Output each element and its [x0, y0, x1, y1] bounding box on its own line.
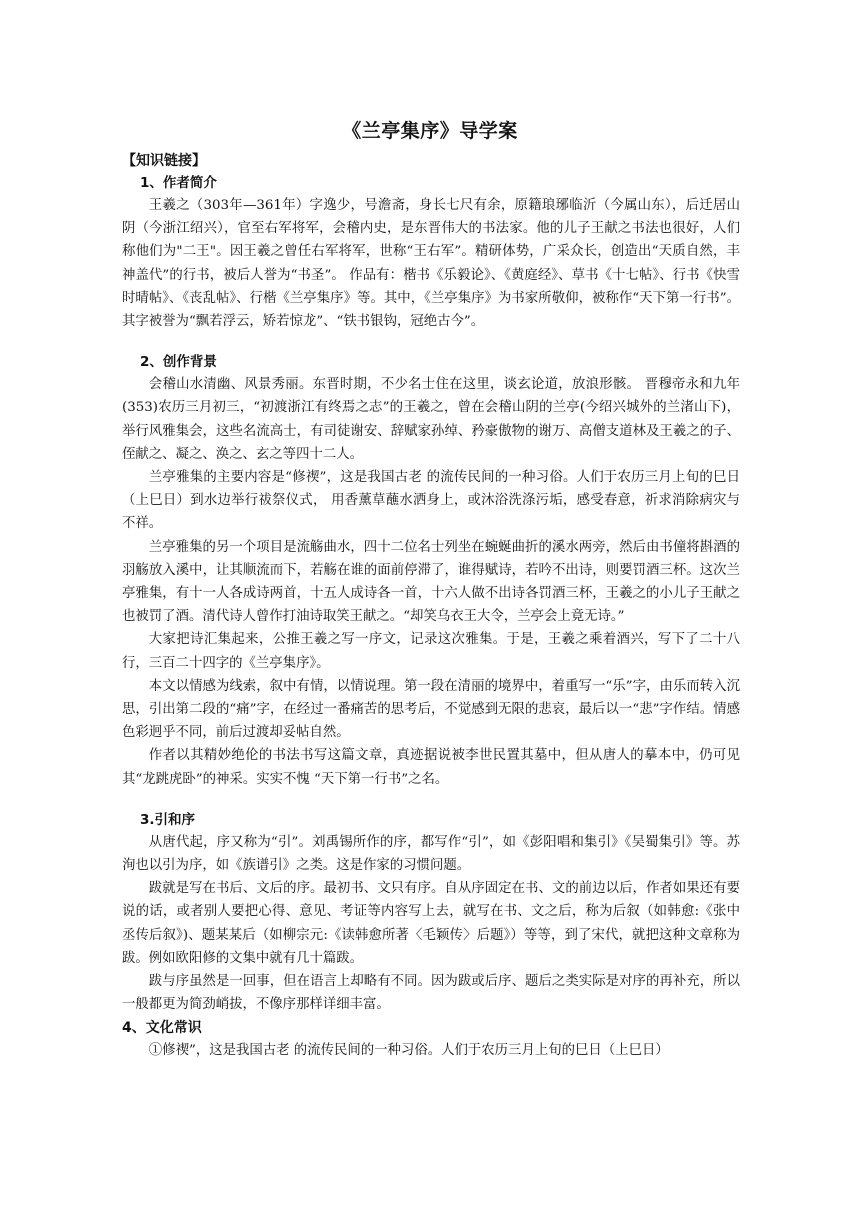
- paragraph: 兰亭雅集的主要内容是“修禊”，这是我国古老 的流传民间的一种习俗。人们于农历三月上旬的巳日（上巳日）到水边举行祓祭仪式， 用香薰草蘸水洒身上，或沐浴洗涤污垢，感受春意，祈求消除病灾与不祥。: [122, 470, 740, 532]
- paragraph: ①修禊”，这是我国古老 的流传民间的一种习俗。人们于农历三月上旬的巳日（上巳日）: [148, 1042, 669, 1058]
- page-title: 《兰亭集序》导学案: [342, 120, 518, 142]
- section-heading: 【知识链接】: [122, 153, 206, 169]
- paragraph: 大家把诗汇集起来，公推王羲之写一序文，记录这次雅集。于是，王羲之乘着酒兴，写下了二十八行，三百二十四字的《兰亭集序》。: [122, 632, 740, 671]
- paragraph: 会稽山水清幽、风景秀丽。东晋时期，不少名士住在这里，谈玄论道，放浪形骸。 晋穆帝永和九年(353)农历三月初三，“初渡浙江有终焉之志”的王羲之，曾在会稽山阴的兰亭(今绍兴城外的兰渚山下)，举行风雅集会，这些名流高士，有司徒谢安、辞赋家孙绰、矜豪傲物的谢万、高僧支道林及王羲之的子、侄献之、凝之、涣之、玄之等四十二人。: [122, 377, 740, 462]
- paragraph: 兰亭雅集的另一个项目是流觞曲水，四十二位名士列坐在蜿蜒曲折的溪水两旁，然后由书僮将斟酒的羽觞放入溪中，让其顺流而下，若觞在谁的面前停滞了，谁得赋诗，若吟不出诗，则要罚酒三杯。这次兰亭雅集，有十一人各成诗两首，十五人成诗各一首，十六人做不出诗各罚酒三杯，王羲之的小儿子王献之也被罚了酒。清代诗人曾作打油诗取笑王献之。“却笑乌衣王大令，兰亭会上竟无诗。”: [122, 539, 740, 625]
- paragraph: 本文以情感为线索，叙中有情，以情说理。第一段在清丽的境界中，着重写一“乐”字，由乐而转入沉思，引出第二段的“痛”字，在经过一番痛苦的思考后，不觉感到无限的悲哀，最后以一“悲”字作结。情感色彩迥乎不同，前后过渡却妥帖自然。: [122, 678, 740, 741]
- subsection-heading-author: 1、作者简介: [140, 175, 217, 191]
- paragraph: 从唐代起，序又称为“引”。刘禹锡所作的序，都写作“引”，如《彭阳唱和集引》《吴蜀集引》等。苏洵也以引为序，如《族谱引》之类。这是作家的习惯问题。: [122, 834, 740, 874]
- document-body: [122, 150, 740, 1062]
- paragraph: 王羲之（303年—361年）字逸少，号澹斋，身长七尺有余，原籍琅琊临沂（今属山东），后迁居山阴（今浙江绍兴），官至右军将军，会稽内史，是东晋伟大的书法家。他的儿子王献之书法也很好，人们称他们为"二王"。因王羲之曾任右军将军，世称“王右军”。精研体势，广采众长，创造出“天质自然，丰神盖代”的行书，被后人誉为“书圣”。 作品有：楷书《乐毅论》、《黄庭经》、草书《十七帖》、行书《快雪时晴帖》、《丧乱帖》、行楷《兰亭集序》等。其中，《兰亭集序》为书家所敬仰，被称作“天下第一行书”。其字被誉为“飘若浮云，矫若惊龙”、“铁书银钩，冠绝古今”。: [122, 198, 740, 330]
- subsection-heading-yin-and-xu: 3.引和序: [140, 811, 196, 828]
- subsection-heading-background: 2、创作背景: [140, 354, 217, 371]
- paragraph: 作者以其精妙绝伦的书法书写这篇文章，真迹据说被李世民置其墓中，但从唐人的摹本中，仍可见其“龙跳虎卧”的神采。实实不愧 “天下第一行书”之名。: [122, 748, 740, 787]
- paragraph: 跋就是写在书后、文后的序。最初书、文只有序。自从序固定在书、文的前边以后，作者如果还有要说的话，或者别人要把心得、意见、考证等内容写上去，就写在书、文之后，称为后叙（如韩愈:《张中丞传后叙》)、题某某后（如柳宗元:《读韩愈所著〈毛颖传〉后题》）等等，到了宋代，就把这种文章称为跋。例如欧阳修的文集中就有几十篇跋。: [122, 881, 740, 966]
- subsection-heading-culture: 4、文化常识: [122, 1019, 202, 1036]
- paragraph: 跋与序虽然是一回事，但在语言上却略有不同。因为跋或后序、题后之类实际是对序的再补充，所以一般都更为简劲峭拔，不像序那样详细丰富。: [122, 974, 740, 1013]
